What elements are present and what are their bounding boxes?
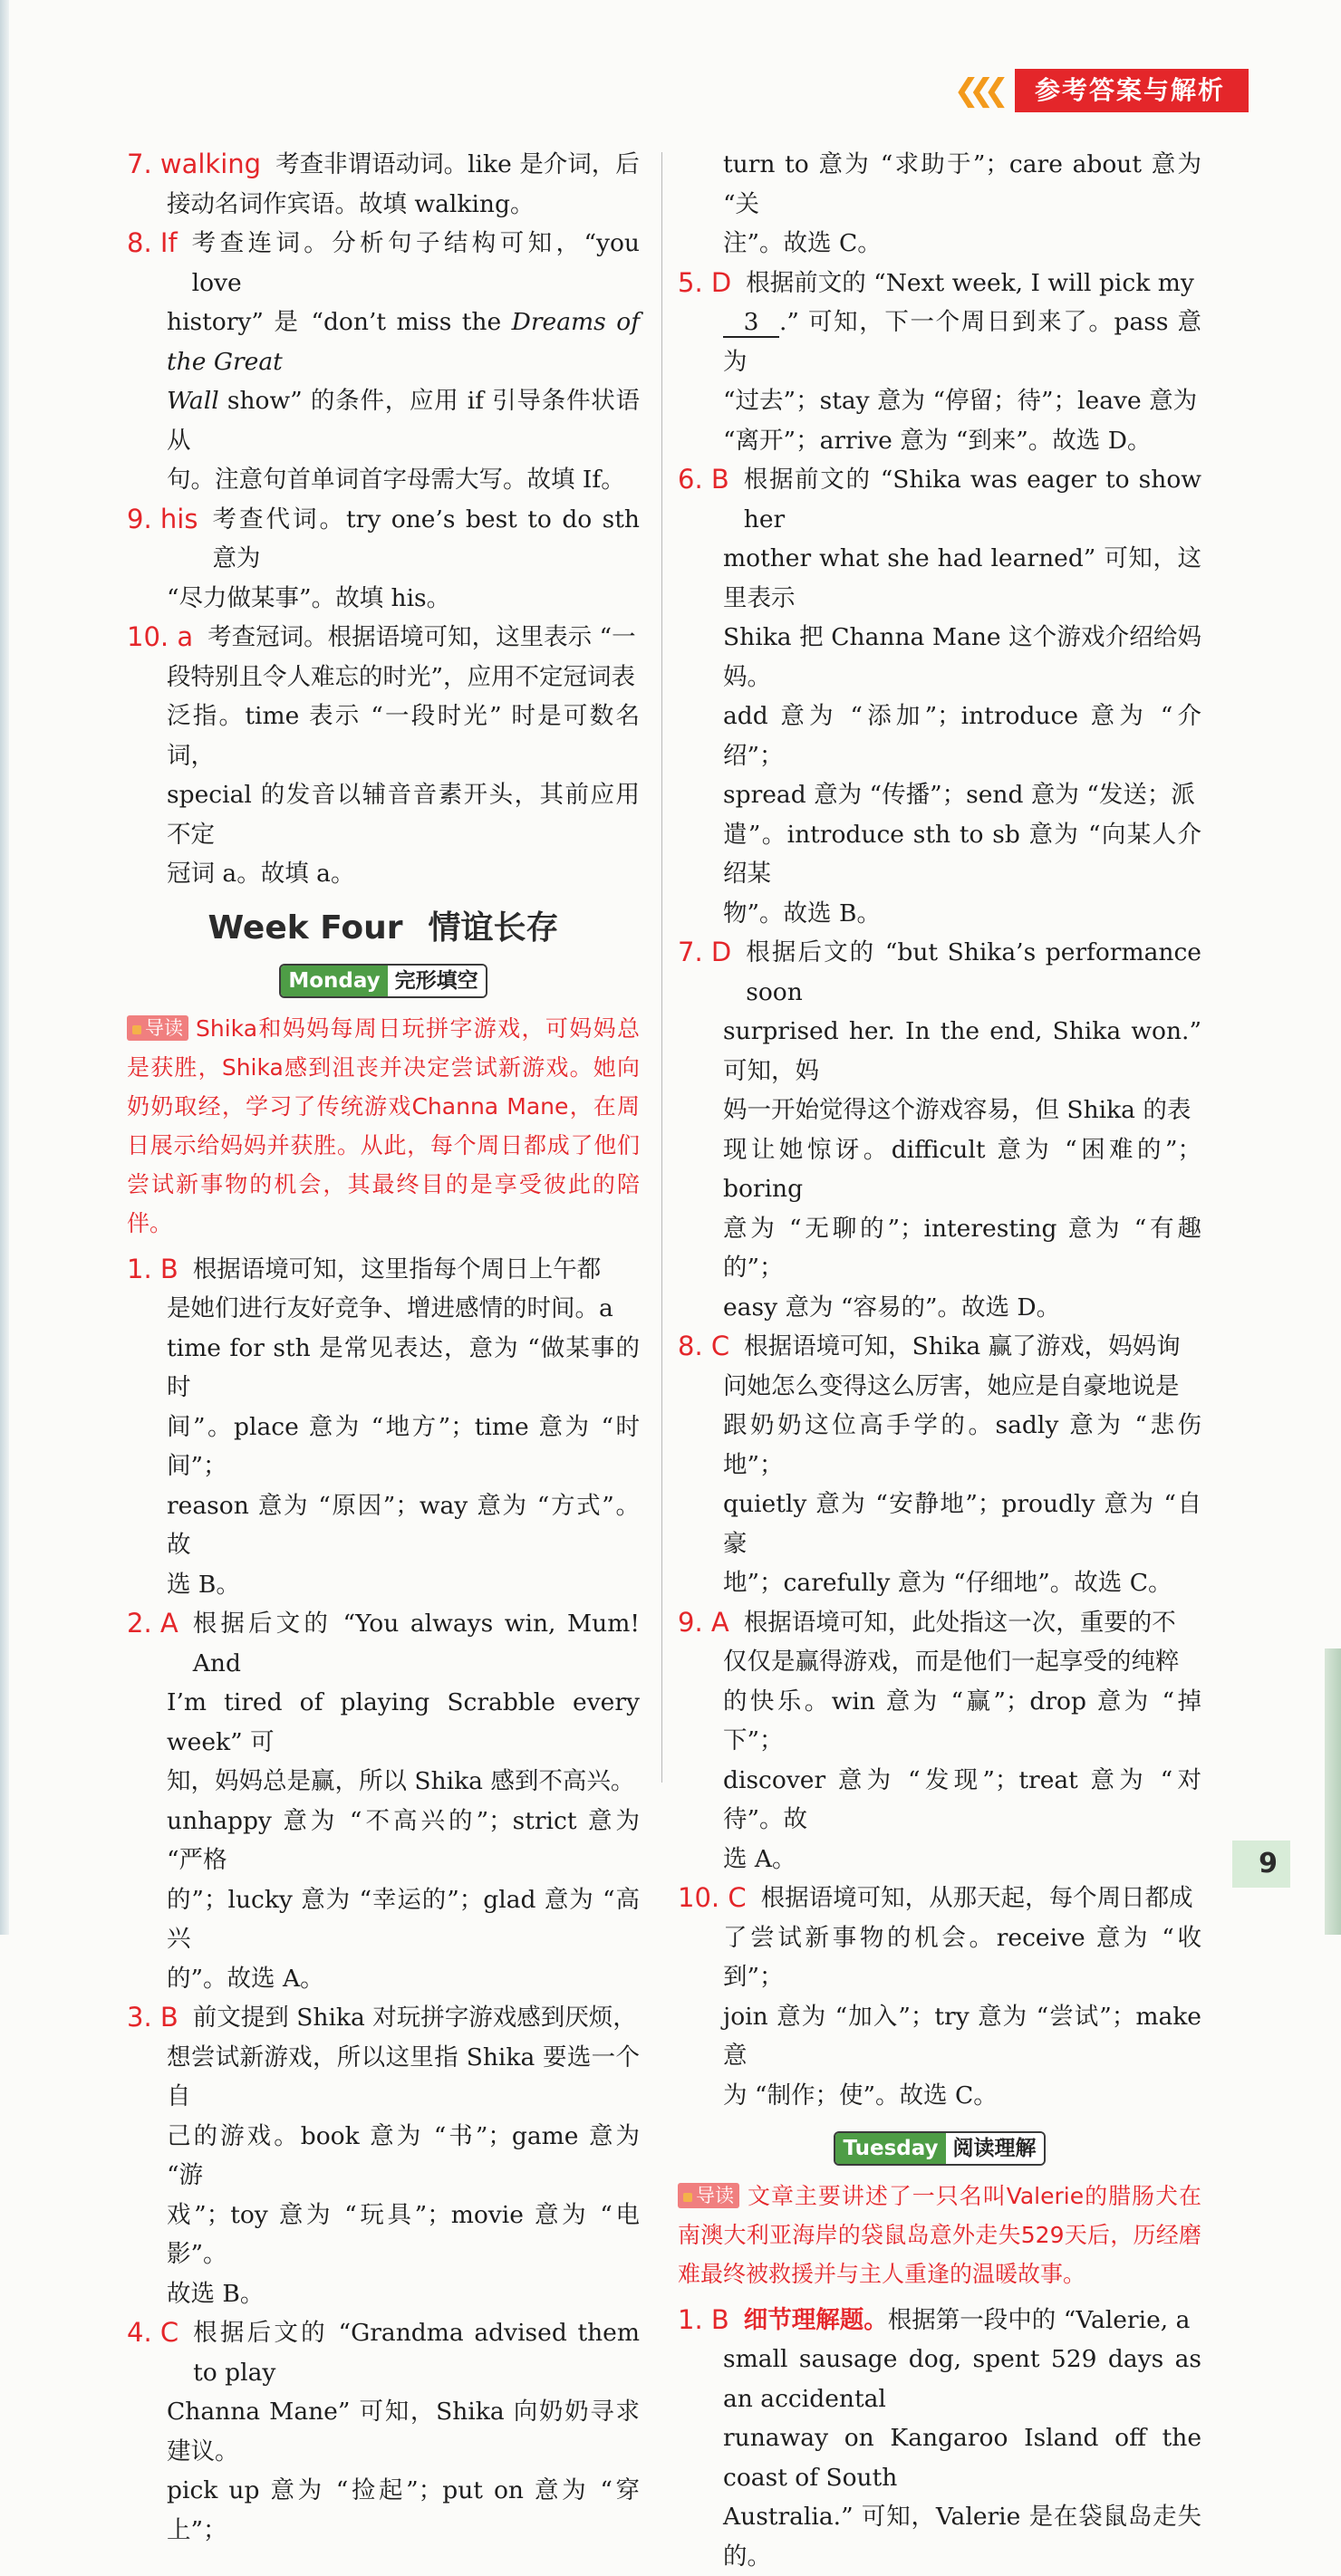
answer-number: 10. a <box>127 621 194 652</box>
answer-text: reason 意为 “原因”；way 意为 “方式”。故 <box>167 1491 640 1559</box>
day-tag <box>279 964 487 998</box>
column-divider <box>661 152 662 1783</box>
answer-text: 地”；carefully 意为 “仔细地”。故选 C。 <box>723 1569 1172 1597</box>
answer-text <box>127 303 640 381</box>
text-run: history” 是 “don’t miss the <box>167 308 512 336</box>
answer-number: 4. C <box>127 2317 179 2348</box>
italic-title: Dreams of the Great <box>167 308 640 376</box>
answer-item <box>127 224 640 303</box>
answer-text: 接动名词作宾语。故填 walking。 <box>167 189 535 218</box>
answer-text: unhappy 意为 “不高兴的”；strict 意为 “严格 <box>167 1806 640 1874</box>
answer-number: 6. B <box>678 464 729 495</box>
answer-item <box>678 1603 1201 1643</box>
answer-item <box>127 618 640 658</box>
answer-text: 遣”。introduce sth to sb 意为 “向某人介绍某 <box>723 820 1201 888</box>
answer-text: 根据后文的 “Grandma advised them to play <box>193 2319 640 2387</box>
answer-text: 间”。place 意为 “地方”；time 意为 “时间”； <box>167 1412 640 1480</box>
answer-number: 8. C <box>678 1331 730 1361</box>
guide-tag: 导读 <box>678 2183 739 2208</box>
answer-text: spread 意为 “传播”；send 意为 “发送；派 <box>723 781 1195 809</box>
answer-text: 前文提到 Shika 对玩拼字游戏感到厌烦， <box>192 2004 637 2032</box>
answer-item <box>678 1879 1201 1918</box>
answer-text: 的快乐。win 意为 “赢”；drop 意为 “掉下”； <box>723 1687 1201 1754</box>
answer-item <box>127 500 640 579</box>
answer-number: 7. D <box>678 937 732 967</box>
answer-text <box>127 381 640 460</box>
answer-text: 意为 “无聊的”；interesting 意为 “有趣的”； <box>723 1214 1201 1282</box>
page-edge <box>0 0 9 1935</box>
answer-text: 根据语境可知，此处指这一次，重要的不 <box>743 1608 1176 1637</box>
section-header <box>954 69 1249 112</box>
task-type-label: 阅读理解 <box>946 2133 1044 2164</box>
day-tag-wrap <box>127 960 640 1000</box>
day-tag <box>834 2131 1045 2166</box>
answer-text: I’m tired of playing Scrabble every week” 可 <box>167 1688 640 1756</box>
answer-text: 冠词 a。故填 a。 <box>167 860 355 888</box>
answer-text: “尽力做某事”。故填 his。 <box>167 583 451 612</box>
day-label: Monday <box>281 966 387 996</box>
answer-number: 2. A <box>127 1608 178 1639</box>
answer-text: 跟奶奶这位高手学的。sadly 意为 “悲伤地”； <box>723 1411 1201 1479</box>
answer-text: 了尝试新事物的机会。receive 意为 “收到”； <box>723 1923 1201 1991</box>
answer-text: 泛指。time 表示 “一段时光” 时是可数名词， <box>167 702 640 770</box>
answer-text: “过去”；stay 意为 “停留；待”；leave 意为 <box>723 387 1198 415</box>
italic-title: Wall <box>167 387 219 415</box>
question-type: 细节理解题。 <box>743 2305 888 2334</box>
week-title-cn: 情谊长存 <box>428 908 559 947</box>
week-title <box>127 908 640 948</box>
answer-text: turn to 意为 “求助于”；care about 意为 “关 <box>723 150 1201 218</box>
answer-text: 的”。故选 A。 <box>167 1964 324 1993</box>
guide-tag: 导读 <box>127 1015 188 1041</box>
answer-text: 考查非谓语动词。like 是介词，后 <box>275 150 640 178</box>
answer-text: 考查冠词。根据语境可知，这里表示 “一 <box>207 623 636 651</box>
answer-text: 现让她惊讶。difficult 意为 “困难的”；boring <box>723 1135 1201 1203</box>
answer-text: time for sth 是常见表达，意为 “做某事的时 <box>167 1333 640 1401</box>
answer-text: surprised her. In the end, Shika won.” 可知，妈 <box>723 1017 1201 1085</box>
answer-text: 选 B。 <box>167 1570 240 1599</box>
answer-text: 的”；lucky 意为 “幸运的”；glad 意为 “高兴 <box>167 1885 640 1953</box>
answer-text: special 的发音以辅音音素开头，其前应用不定 <box>167 781 640 849</box>
answer-text: 己的游戏。book 意为 “书”；game 意为 “游 <box>167 2121 640 2189</box>
answer-number: 8. If <box>127 227 178 258</box>
answer-item <box>127 1604 640 1683</box>
answer-item <box>678 264 1201 303</box>
answer-text: pick up 意为 “捡起”；put on 意为 “穿上”； <box>167 2476 640 2544</box>
answer-item <box>678 933 1201 1012</box>
answer-text: Shika 把 Channa Mane 这个游戏介绍给妈妈。 <box>723 623 1201 691</box>
guide-paragraph <box>127 1009 640 1243</box>
section-title: 参考答案与解析 <box>1015 69 1249 112</box>
answer-text: 想尝试新游戏，所以这里指 Shika 要选一个自 <box>167 2043 640 2110</box>
answer-text: Australia.” 可知，Valerie 是在袋鼠岛走失的。 <box>723 2503 1201 2571</box>
page-tab-edge <box>1325 1648 1341 1935</box>
answer-item <box>127 2313 640 2392</box>
week-title-en: Week Four <box>207 908 403 947</box>
answer-text: 句。注意句首单词首字母需大写。故填 If。 <box>167 466 625 494</box>
answer-text: 根据前文的 “Shika was eager to show her <box>743 466 1201 533</box>
answer-text: 根据后文的 “You always win, Mum! And <box>192 1610 640 1677</box>
answer-number: 1. B <box>678 2303 729 2335</box>
answer-item <box>127 1250 640 1290</box>
answer-text <box>744 2301 1201 2341</box>
answer-text: 是她们进行友好竞争、增进感情的时间。a <box>167 1294 613 1322</box>
answer-number: 3. B <box>127 2002 178 2033</box>
blank-number: 3 <box>723 309 779 338</box>
left-column <box>127 145 640 2550</box>
answer-text: 考查连词。分析句子结构可知，“you love <box>191 229 640 297</box>
answer-text: 根据语境可知，这里指每个周日上午都 <box>192 1254 602 1283</box>
answer-number: 9. A <box>678 1606 729 1638</box>
answer-text: 仅仅是赢得游戏，而是他们一起享受的纯粹 <box>723 1648 1180 1676</box>
answer-text: 妈一开始觉得这个游戏容易，但 Shika 的表 <box>723 1096 1191 1124</box>
text-run: show” 的条件，应用 if 引导条件状语从 <box>167 387 640 455</box>
answer-number: 1. B <box>127 1253 178 1284</box>
answer-text: 考查代词。try one’s best to do sth 意为 <box>212 505 640 572</box>
answer-number: 5. D <box>678 266 732 298</box>
answer-text <box>678 303 1201 381</box>
answer-text: “离开”；arrive 意为 “到来”。故选 D。 <box>723 426 1152 455</box>
day-label: Tuesday <box>835 2133 945 2164</box>
answer-item <box>678 1327 1201 1367</box>
answer-text: add 意为 “添加”；introduce 意为 “介绍”； <box>723 702 1201 770</box>
chevron-left-icon: ❮❮❮ <box>953 72 999 109</box>
answer-text: 物”。故选 B。 <box>723 899 881 928</box>
answer-number: 9. his <box>127 503 198 534</box>
answer-text: easy 意为 “容易的”。故选 D。 <box>723 1293 1061 1322</box>
answer-number: 7. walking <box>127 149 262 179</box>
guide-text: Shika和妈妈每周日玩拼字游戏，可妈妈总是获胜，Shika感到沮丧并决定尝试新游戏。她向奶奶取经，学习了传统游戏Channa Mane，在周日展示给妈妈并获胜。从此，每个周日都成了他们尝试新事物的机会，其最终目的是享受彼此的陪伴。 <box>127 1014 640 1236</box>
task-type-label: 完形填空 <box>388 966 486 996</box>
answer-text: runaway on Kangaroo Island off the coast of South <box>723 2424 1201 2492</box>
answer-text: 选 A。 <box>723 1844 796 1873</box>
answer-number: 10. C <box>678 1882 747 1913</box>
answer-text: 为 “制作；使”。故选 C。 <box>723 2081 998 2110</box>
answer-text: 戏”；toy 意为 “玩具”；movie 意为 “电影”。 <box>167 2200 640 2268</box>
answer-item <box>678 460 1201 539</box>
answer-text: mother what she had learned” 可知，这里表示 <box>723 544 1201 612</box>
answer-item <box>678 2301 1201 2341</box>
answer-text: 根据后文的 “but Shika’s performance soon <box>746 938 1201 1006</box>
answer-text: 根据前文的 “Next week, I will pick my <box>746 268 1194 297</box>
answer-text: 根据语境可知，Shika 赢了游戏，妈妈询 <box>744 1332 1181 1360</box>
text-run: 根据第一段中的 “Valerie, a <box>887 2305 1191 2334</box>
answer-text: 故选 B。 <box>167 2279 265 2308</box>
page-number: 9 <box>1232 1841 1290 1888</box>
answer-text: small sausage dog, spent 529 days as an accidental <box>723 2345 1201 2413</box>
answer-text: 注”。故选 C。 <box>723 229 882 257</box>
answer-text: discover 意为 “发现”；treat 意为 “对待”。故 <box>723 1765 1201 1833</box>
answer-text: 问她怎么变得这么厉害，她应是自豪地说是 <box>723 1371 1180 1400</box>
day-tag-wrap <box>678 2128 1201 2167</box>
answer-text: Channa Mane” 可知，Shika 向奶奶寻求建议。 <box>167 2398 640 2465</box>
guide-text: 文章主要讲述了一只名叫Valerie的腊肠犬在南澳大利亚海岸的袋鼠岛意外走失529天后，历经磨难最终被救援并与主人重逢的温暖故事。 <box>678 2182 1201 2287</box>
answer-text: quietly 意为 “安静地”；proudly 意为 “自豪 <box>723 1490 1201 1558</box>
answer-text: 根据语境可知，从那天起，每个周日都成 <box>760 1884 1193 1912</box>
answer-item <box>127 145 640 185</box>
right-column <box>678 145 1201 2576</box>
text-run: .” 可知，下一个周日到来了。pass 意为 <box>723 308 1201 376</box>
answer-item <box>127 1998 640 2038</box>
guide-paragraph <box>678 2177 1201 2293</box>
answer-text: 段特别且令人难忘的时光”，应用不定冠词表 <box>167 662 636 691</box>
answer-text: 知，妈妈总是赢，所以 Shika 感到不高兴。 <box>167 1767 635 1795</box>
answer-text: join 意为 “加入”；try 意为 “尝试”；make 意 <box>723 2002 1201 2070</box>
